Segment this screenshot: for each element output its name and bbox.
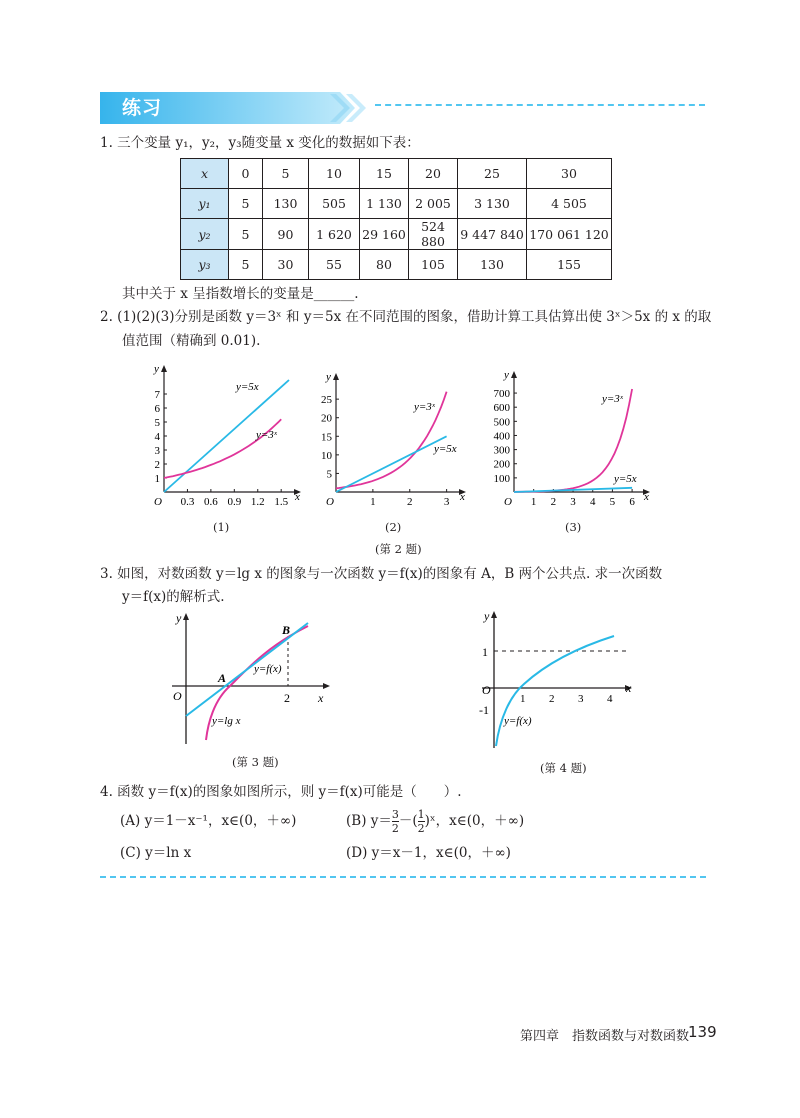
- q2-line2: 值范围（精确到 0.01).: [122, 333, 261, 349]
- q4-x-tick-4: 4: [607, 693, 613, 705]
- table-cell: 10: [309, 159, 360, 189]
- q4-b-frac2: $\frac{1}{2}$: [417, 808, 425, 835]
- x-tick-label: 2: [407, 496, 413, 508]
- q4-curve: [496, 636, 614, 746]
- y-tick-label: 200: [493, 458, 510, 471]
- table-cell: 170 061 120: [527, 219, 612, 250]
- y-tick-label: 1: [154, 473, 160, 485]
- point-a-label: A: [218, 671, 227, 685]
- q3-figure: [168, 608, 338, 748]
- q1-table: [180, 158, 612, 280]
- y-tick-label: 5: [154, 417, 160, 429]
- q3-tick-2: 2: [284, 691, 290, 705]
- x-tick-label: 1: [530, 496, 537, 508]
- q3-log-label: y=lg x: [212, 715, 241, 727]
- q4-caption: (第 4 题): [540, 761, 587, 775]
- section-title: 练习: [122, 97, 163, 119]
- table-cell: 2 005: [409, 189, 458, 219]
- x-tick-label: O: [326, 496, 334, 508]
- q3-caption: (第 3 题): [232, 755, 279, 769]
- table-cell: 5: [229, 189, 263, 219]
- x-tick-label: O: [154, 496, 162, 508]
- q4-figure: [476, 606, 646, 752]
- q2-chart-1: [148, 362, 298, 512]
- x-tick-label: 1.5: [274, 496, 289, 508]
- table-cell: 505: [309, 189, 360, 219]
- table-row-header: y₃: [181, 250, 229, 280]
- x-tick-label: 3: [443, 496, 450, 508]
- footer-chapter: 第四章 指数函数与对数函数: [520, 1029, 690, 1044]
- x-tick-label: O: [504, 496, 512, 508]
- y-tick-label: 100: [493, 472, 510, 485]
- table-cell: 130: [263, 189, 309, 219]
- series-label: y=5x: [236, 381, 259, 393]
- q4-b-mid: －(: [398, 813, 418, 829]
- table-cell: 30: [527, 159, 612, 189]
- q4-option-d: (D) y＝x－1，x∈(0，＋∞): [346, 845, 511, 861]
- series-line: [336, 436, 447, 492]
- q4-text: 4. 函数 y＝f(x)的图象如图所示，则 y＝f(x)可能是（ ）.: [100, 784, 462, 800]
- q4-y-tick-neg1: -1: [479, 703, 489, 717]
- q2-caption: (第 2 题): [375, 542, 422, 556]
- y-tick-label: 500: [493, 416, 510, 429]
- y-axis-label: y: [154, 363, 159, 375]
- table-row: [181, 159, 612, 189]
- q4-y-label: y: [484, 609, 490, 623]
- q4-x-label: x: [626, 681, 632, 695]
- q3-origin: O: [173, 689, 182, 703]
- q4-option-b: [346, 808, 524, 835]
- x-tick-label: 1: [370, 496, 376, 508]
- y-tick-label: 700: [493, 388, 510, 401]
- x-tick-label: 4: [589, 496, 596, 508]
- table-cell: 105: [409, 250, 458, 280]
- table-cell: 1 130: [360, 189, 409, 219]
- bottom-divider: [100, 876, 706, 878]
- y-axis-arrow: [161, 365, 167, 372]
- y-tick-label: 5: [326, 468, 332, 481]
- q3-x-label: x: [318, 691, 324, 705]
- q2-chart-3: [488, 369, 658, 512]
- table-cell: 15: [360, 159, 409, 189]
- q2-caption-2: (2): [385, 520, 402, 534]
- y-tick-label: 10: [321, 449, 332, 462]
- table-cell: 55: [309, 250, 360, 280]
- y-tick-label: 600: [493, 402, 510, 415]
- table-row: [181, 189, 612, 219]
- q3-line1: 3. 如图，对数函数 y＝lg x 的图象与一次函数 y＝f(x)的图象有 A，B 两个公共点. 求一次函数: [100, 566, 663, 582]
- table-cell: 29 160: [360, 219, 409, 250]
- y-tick-label: 15: [321, 431, 332, 444]
- series-label: y=5x: [614, 473, 637, 485]
- q2-line1: 2. (1)(2)(3)分别是函数 y＝3ˣ 和 y＝5x 在不同范围的图象，借助计算工具估算出使 3ˣ＞5x 的 x 的取: [100, 309, 712, 325]
- table-cell: 5: [263, 159, 309, 189]
- q2-chart-2: [318, 366, 468, 512]
- page-number: 139: [688, 1023, 717, 1041]
- y-tick-label: 400: [493, 430, 510, 443]
- table-cell: 20: [409, 159, 458, 189]
- y-axis-label: y: [326, 371, 331, 383]
- x-axis-label: x: [460, 491, 465, 503]
- table-cell: 30: [263, 250, 309, 280]
- q3-y-label: y: [176, 611, 182, 625]
- q4-curve-label: y=f(x): [504, 715, 532, 727]
- table-cell: 0: [229, 159, 263, 189]
- x-tick-label: 1.2: [250, 496, 265, 508]
- table-cell: 5: [229, 219, 263, 250]
- y-axis-arrow: [333, 373, 339, 380]
- table-cell: 130: [458, 250, 527, 280]
- y-tick-label: 20: [321, 412, 332, 425]
- x-axis-label: x: [295, 491, 300, 503]
- series-label: y=3ˣ: [256, 429, 277, 441]
- y-tick-label: 6: [154, 403, 160, 415]
- x-tick-label: 0.6: [204, 496, 218, 508]
- q4-b-frac1: $\frac{3}{2}$: [391, 808, 399, 835]
- x-tick-label: 0.3: [180, 496, 195, 508]
- y-axis-label: y: [504, 369, 509, 381]
- x-axis-label: x: [644, 491, 649, 503]
- table-cell: 1 620: [309, 219, 360, 250]
- q4-option-a: (A) y＝1－x⁻¹，x∈(0，＋∞): [120, 813, 297, 829]
- top-divider: [375, 104, 705, 106]
- q4-b-suffix: )ˣ，x∈(0，＋∞): [424, 813, 525, 829]
- q1-text: 1. 三个变量 y₁，y₂，y₃随变量 x 变化的数据如下表：: [100, 135, 420, 151]
- table-cell: 4 505: [527, 189, 612, 219]
- series-label: y=3ˣ: [602, 393, 623, 405]
- y-tick-label: 7: [154, 389, 160, 401]
- table-cell: 3 130: [458, 189, 527, 219]
- q3-line2: y＝f(x)的解析式.: [122, 589, 225, 605]
- y-tick-label: 300: [493, 444, 510, 457]
- x-tick-label: 5: [609, 496, 616, 508]
- q4-b-prefix: (B) y＝: [346, 813, 392, 829]
- q1-answer-line: 其中关于 x 呈指数增长的变量是______.: [122, 286, 359, 302]
- table-row: [181, 219, 612, 250]
- table-row: [181, 250, 612, 280]
- y-tick-label: 25: [321, 394, 332, 407]
- y-axis-arrow: [511, 371, 517, 378]
- x-tick-label: 6: [629, 496, 635, 508]
- table-row-header: x: [181, 159, 229, 189]
- series-label: y=5x: [434, 443, 457, 455]
- q2-caption-1: (1): [213, 520, 230, 534]
- x-tick-label: 2: [550, 496, 557, 508]
- table-cell: 155: [527, 250, 612, 280]
- x-tick-label: 3: [570, 496, 576, 508]
- table-cell: 25: [458, 159, 527, 189]
- table-row-header: y₂: [181, 219, 229, 250]
- q4-x-tick-2: 2: [549, 693, 555, 705]
- x-tick-label: 0.9: [227, 496, 242, 508]
- q4-option-c: (C) y＝ln x: [120, 845, 192, 861]
- table-cell: 9 447 840: [458, 219, 527, 250]
- q4-y-tick-1: 1: [482, 645, 488, 659]
- y-tick-label: 3: [154, 445, 160, 457]
- q4-origin: O: [482, 683, 491, 697]
- table-cell: 524 880: [409, 219, 458, 250]
- point-b-label: B: [282, 623, 291, 637]
- q4-x-tick-3: 3: [578, 693, 584, 705]
- series-label: y=3ˣ: [414, 401, 435, 413]
- table-cell: 5: [229, 250, 263, 280]
- y-tick-label: 2: [154, 459, 160, 471]
- table-row-header: y₁: [181, 189, 229, 219]
- q4-x-tick-1: 1: [520, 693, 526, 705]
- q3-line-label: y=f(x): [254, 663, 282, 675]
- q2-caption-3: (3): [565, 520, 582, 534]
- y-tick-label: 4: [154, 431, 160, 443]
- table-cell: 80: [360, 250, 409, 280]
- table-cell: 90: [263, 219, 309, 250]
